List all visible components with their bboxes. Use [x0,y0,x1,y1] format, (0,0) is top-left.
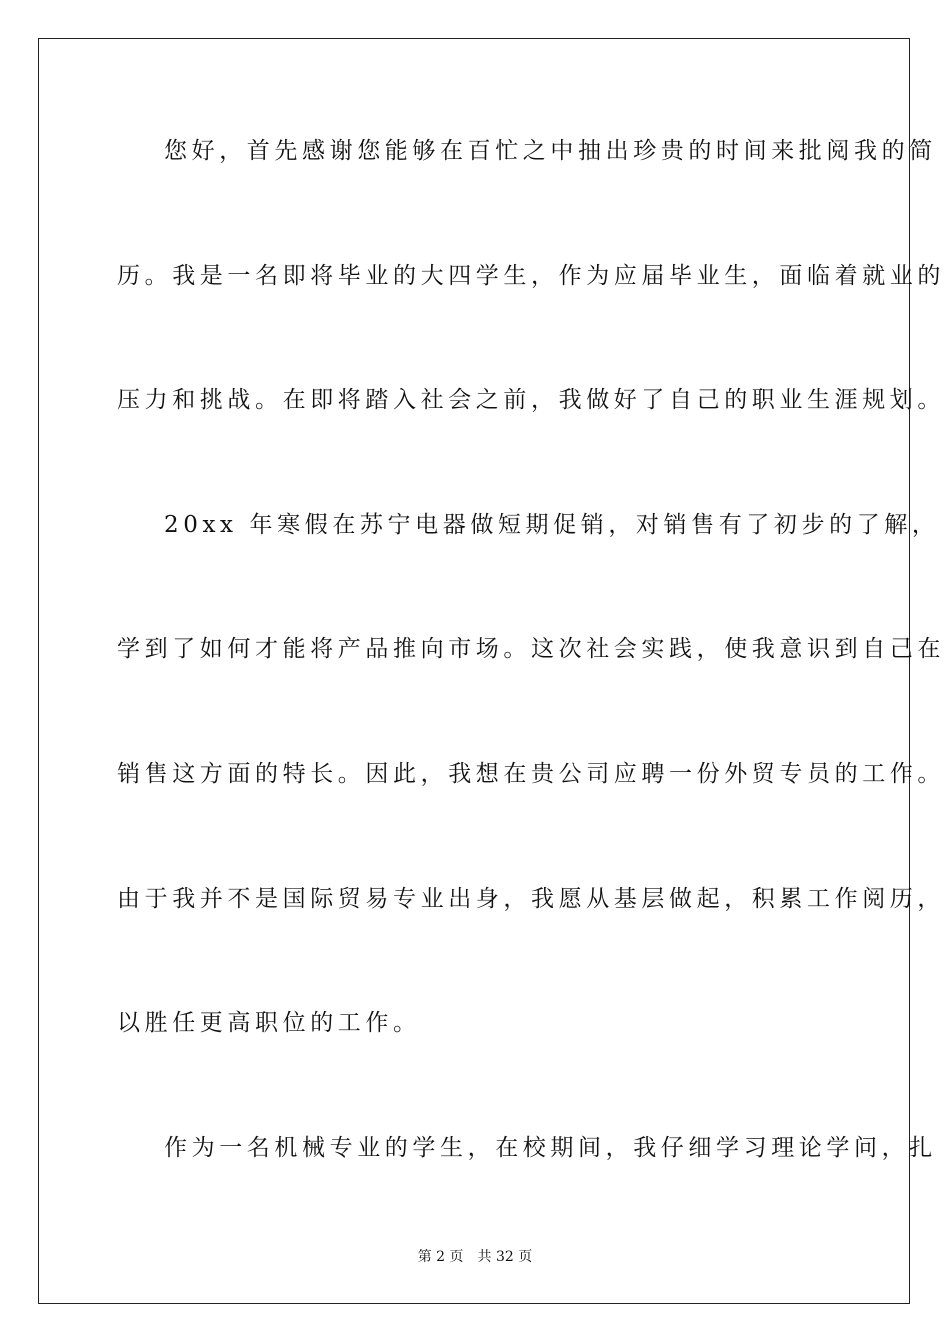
text-line-2: 历。我是一名即将毕业的大四学生，作为应届毕业生，面临着就业的 [117,263,945,289]
page-number: 第 2 页 [417,1249,464,1265]
total-pages: 共 32 页 [477,1249,533,1265]
text-line-5: 学到了如何才能将产品推向市场。这次社会实践，使我意识到自己在 [117,636,945,662]
text-line-8: 以胜任更高职位的工作。 [117,1010,421,1036]
text-line-4: 20xx 年寒假在苏宁电器做短期促销，对销售有了初步的了解， [164,512,940,538]
page-footer [0,1246,950,1266]
text-line-3: 压力和挑战。在即将踏入社会之前，我做好了自己的职业生涯规划。 [117,387,945,413]
text-line-1: 您好，首先感谢您能够在百忙之中抽出珍贵的时间来批阅我的简 [164,138,937,164]
text-line-7: 由于我并不是国际贸易专业出身，我愿从基层做起，积累工作阅历， [117,886,945,912]
text-line-6: 销售这方面的特长。因此，我想在贵公司应聘一份外贸专员的工作。 [117,761,945,787]
page-border [38,38,945,1304]
text-line-9: 作为一名机械专业的学生，在校期间，我仔细学习理论学问，扎 [164,1135,937,1161]
